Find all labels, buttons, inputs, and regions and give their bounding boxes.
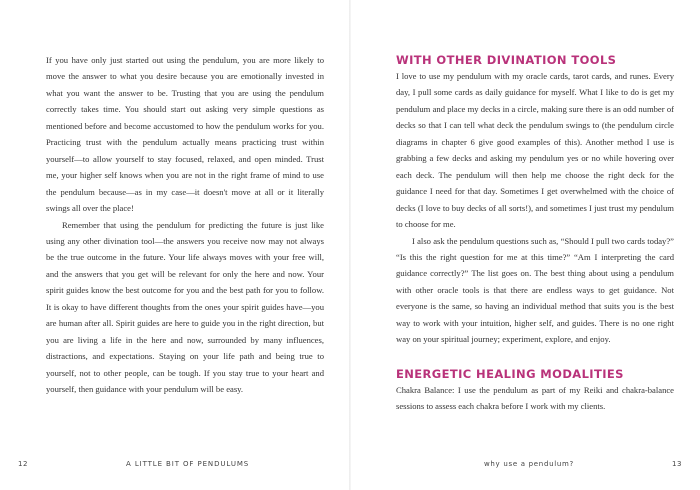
right-paragraph-1: I love to use my pendulum with my oracle cards, tarot cards, and runes. Every day, I pull some cards as daily guidance for myself. What I like to do is get my pendulum and place my decks in a circle, making sure there is an odd number of decks so that I can tell what deck the pendulum swings to (the pendulum circle diagrams in chapter 6 give good examples of this). Another method I use is grabbing a few decks and asking my pendulum yes or no while hovering over each deck. The pendulum will then help me choose the right deck for the guidance I need for that day. Sometimes I get overwhelmed with the choice of decks (I love to buy decks of all sorts!), and sometimes I just trust my pendulum to choose for me. <box>396 71 674 230</box>
section-heading-healing-modalities: ENERGETIC HEALING MODALITIES <box>396 366 624 381</box>
left-page <box>46 52 324 398</box>
running-head-left: A LITTLE BIT OF PENDULUMS <box>126 460 250 468</box>
page-number-left: 12 <box>18 460 28 468</box>
right-paragraph-3: Chakra Balance: I use the pendulum as part of my Reiki and chakra-balance sessions to assess each chakra before I work with my clients. <box>396 384 674 412</box>
section-heading-divination-tools: WITH OTHER DIVINATION TOOLS <box>396 53 617 67</box>
right-paragraph-2: I also ask the pendulum questions such as, “Should I pull two cards today?” “Is this the right question for me at this time?” “Am I interpreting the card guidance correctly?” The list goes on. The best thing about using a pendulum with other oracle tools is that there are endless ways to get guidance. Not everyone is the same, so having an individual method that suits you is the best way to work with your intuition, higher self, and guides. There is no one right way on your spiritual journey; experiment, explore, and enjoy. <box>396 235 674 345</box>
running-head-right: why use a pendulum? <box>484 460 574 468</box>
left-paragraph-2: Remember that using the pendulum for predicting the future is just like using any other divination tool—the answers you receive now may not always be the true outcome in the future. Your life always moves with your free will, and the answers that you get will be relevant for only the here and now. Your spirit guides know the best outcome for you and the best path for you to follow. It is okay to have different thoughts from the ones your spirit guides have—you are human after all. Spirit guides are here to guide you in the right direction, but you are living a life in the here and now, surrounded by many influences, distractions, and expectations. Staying on your life path and being true to yourself, not to other people, can be tough. If you stay true to your heart and yourself, then guidance with your pendulum will be easy. <box>46 219 324 395</box>
page-number-right: 13 <box>672 460 682 468</box>
right-page <box>396 52 674 415</box>
left-paragraph-1: If you have only just started out using the pendulum, you are more likely to move the answer to what you desire because you are emotionally invested in what you want the answer to be. Trusting that you are using the pendulum correctly takes time. You should start out asking very simple questions as mentioned before and become accustomed to how the pendulum works for you. Practicing trust with the pendulum actually means practicing trust within yourself—to allow yourself to stay focused, relaxed, and open minded. Trust me, your higher self knows when you are not in the right frame of mind to use the pendulum because—as in my case—it doesn't move at all or it literally swings all over the place! <box>46 55 324 214</box>
book-gutter <box>349 0 351 490</box>
